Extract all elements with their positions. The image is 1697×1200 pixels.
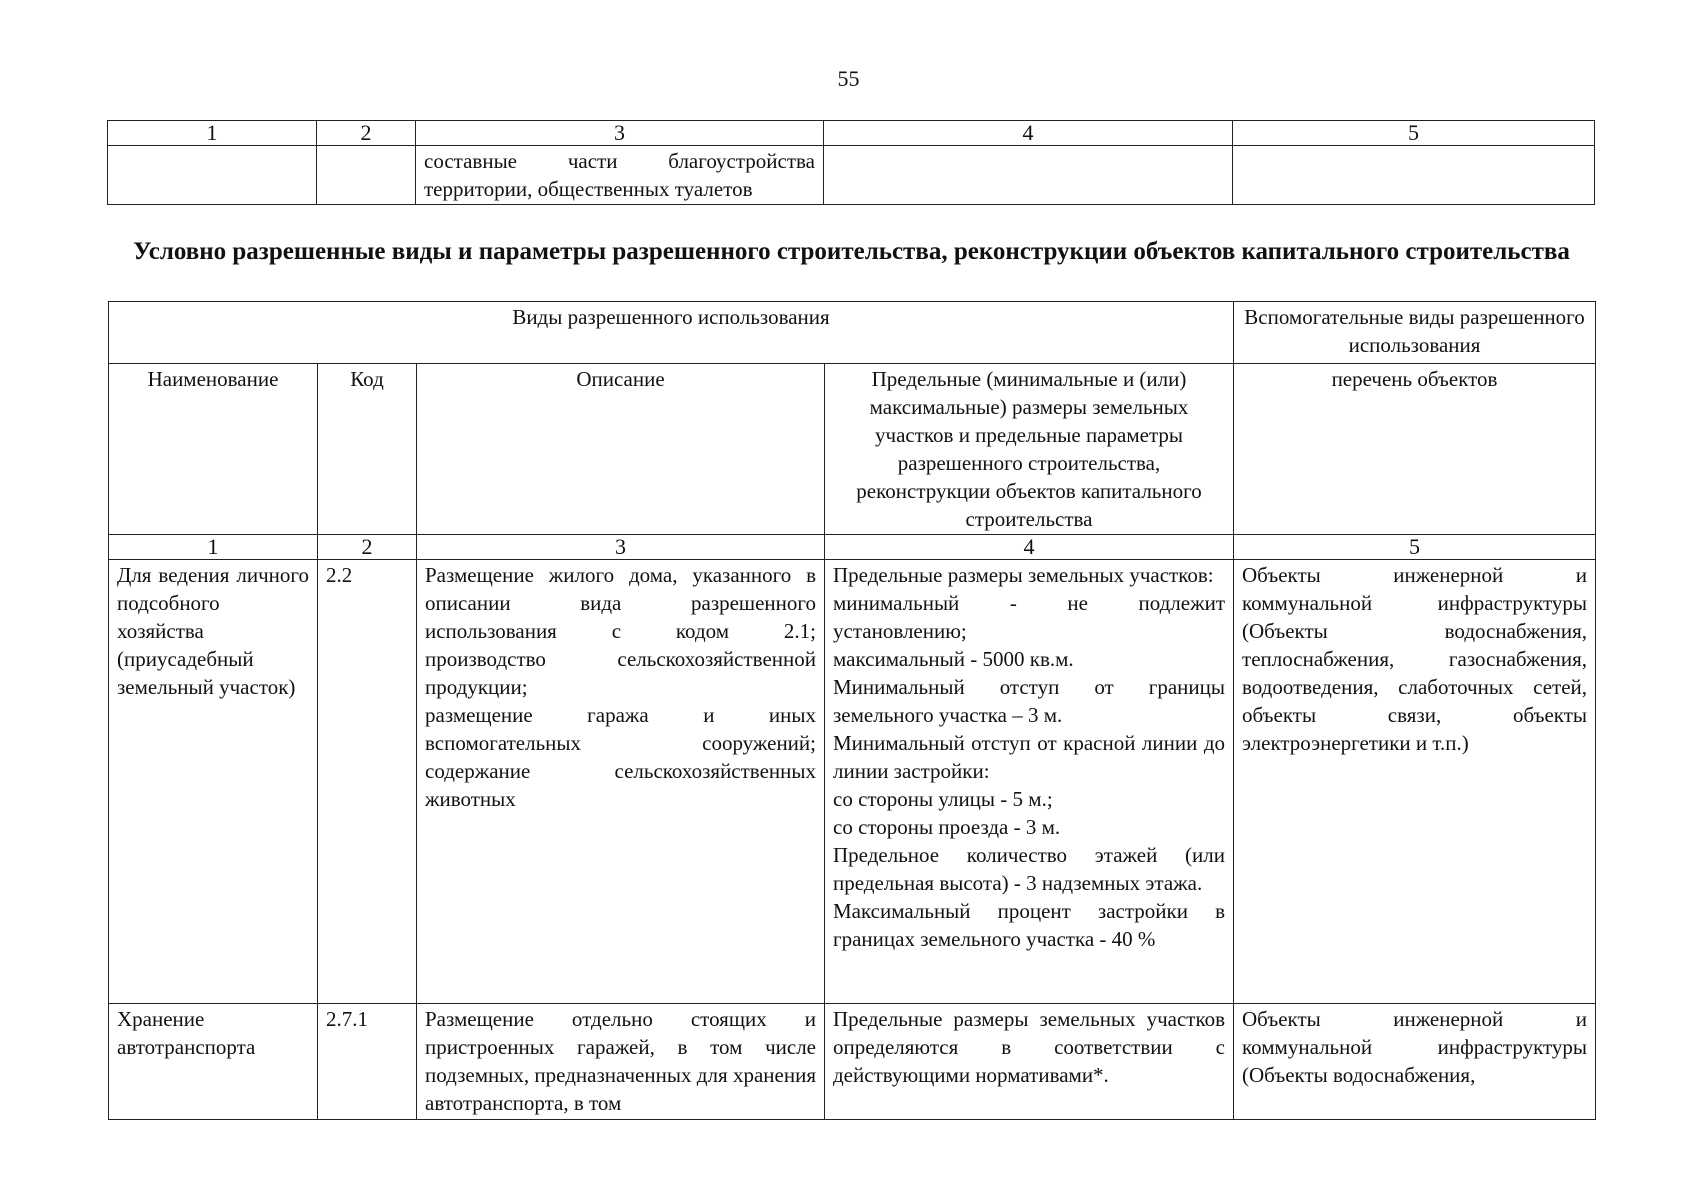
name-text: Хранение автотранспорта [117, 1007, 256, 1059]
header-name: Наименование [109, 364, 318, 535]
limits-line: Минимальный отступ от красной линии до линии застройки: [833, 731, 1226, 783]
limits-line: Минимальный отступ от границы земельного участка – 3 м. [833, 675, 1226, 727]
col-number-5: 5 [1234, 535, 1596, 560]
table-row [108, 146, 1595, 205]
col-number-3: 3 [416, 121, 824, 146]
cell-objects [1234, 560, 1596, 1004]
cell-code: 2.7.1 [318, 1004, 417, 1120]
objects-text: Объекты инженерной и коммунальной инфраструктуры (Объекты водоснабжения, теплоснабжения, газоснабжения, водоотведения, слаботочных сетей, объекты связи, объекты электроэнергетики и т.п.) [1242, 563, 1588, 755]
limits-line: Предельное количество этажей (или предельная высота) - 3 надземных этажа. [833, 843, 1226, 895]
col-number-3: 3 [417, 535, 825, 560]
limits-line: со стороны улицы - 5 м.; [833, 787, 1053, 811]
cell-limits [824, 146, 1233, 205]
cell-limits [825, 560, 1234, 1004]
header-limits: Предельные (минимальные и (или) максимальные) размеры земельных участков и предельные параметры разрешенного строительства, реконструкции объектов капитального строительства [825, 364, 1234, 535]
description-line: размещение гаража и иных вспомогательных сооружений; [425, 703, 816, 755]
cell-code [317, 146, 416, 205]
permitted-use-table [108, 301, 1596, 1120]
cell-objects [1233, 146, 1595, 205]
continuation-table [107, 120, 1595, 205]
limits-line: Предельные размеры земельных участков определяются в соответствии с действующими нормативами*. [833, 1007, 1226, 1087]
col-number-2: 2 [317, 121, 416, 146]
limits-line: Предельные размеры земельных участков: [833, 563, 1214, 587]
group-header-main: Виды разрешенного использования [109, 302, 1234, 364]
cell-description [417, 1004, 825, 1120]
description-text: составные части благоустройства территории, общественных туалетов [424, 149, 815, 201]
col-number-4: 4 [825, 535, 1234, 560]
col-number-5: 5 [1233, 121, 1595, 146]
cell-description [416, 146, 824, 205]
column-number-row [109, 535, 1596, 560]
column-header-row [109, 364, 1596, 535]
name-text: Для ведения личного подсобного хозяйства (приусадебный земельный участок) [117, 563, 309, 699]
limits-line: максимальный - 5000 кв.м. [833, 647, 1074, 671]
description-line: содержание сельскохозяйственных животных [425, 759, 816, 811]
header-code: Код [318, 364, 417, 535]
cell-name [109, 560, 318, 1004]
table-row [109, 560, 1596, 1004]
col-number-1: 1 [108, 121, 317, 146]
section-title: Условно разрешенные виды и параметры разрешенного строительства, реконструкции объектов капитального строительства [133, 238, 1570, 265]
description-line: производство сельскохозяйственной продукции; [425, 647, 816, 699]
objects-text: Объекты инженерной и коммунальной инфраструктуры (Объекты водоснабжения, [1242, 1007, 1588, 1087]
cell-objects [1234, 1004, 1596, 1120]
continuation-table-number-row [108, 121, 1595, 146]
description-line: Размещение жилого дома, указанного в описании вида разрешенного использования с кодом 2.1; [425, 563, 816, 643]
group-header-row [109, 302, 1596, 364]
group-header-aux: Вспомогательные виды разрешенного использования [1234, 302, 1596, 364]
col-number-2: 2 [318, 535, 417, 560]
table-row [109, 1004, 1596, 1120]
header-objects: перечень объектов [1234, 364, 1596, 535]
limits-line: Максимальный процент застройки в границах земельного участка - 40 % [833, 899, 1226, 951]
limits-line: минимальный - не подлежит установлению; [833, 591, 1226, 643]
cell-name [108, 146, 317, 205]
cell-name [109, 1004, 318, 1120]
cell-code: 2.2 [318, 560, 417, 1004]
description-line: Размещение отдельно стоящих и пристроенных гаражей, в том числе подземных, предназначенных для хранения автотранспорта, в том [425, 1007, 816, 1115]
header-description: Описание [417, 364, 825, 535]
col-number-4: 4 [824, 121, 1233, 146]
col-number-1: 1 [109, 535, 318, 560]
cell-description [417, 560, 825, 1004]
limits-line: со стороны проезда - 3 м. [833, 815, 1061, 839]
cell-limits [825, 1004, 1234, 1120]
page-number: 55 [837, 66, 860, 91]
